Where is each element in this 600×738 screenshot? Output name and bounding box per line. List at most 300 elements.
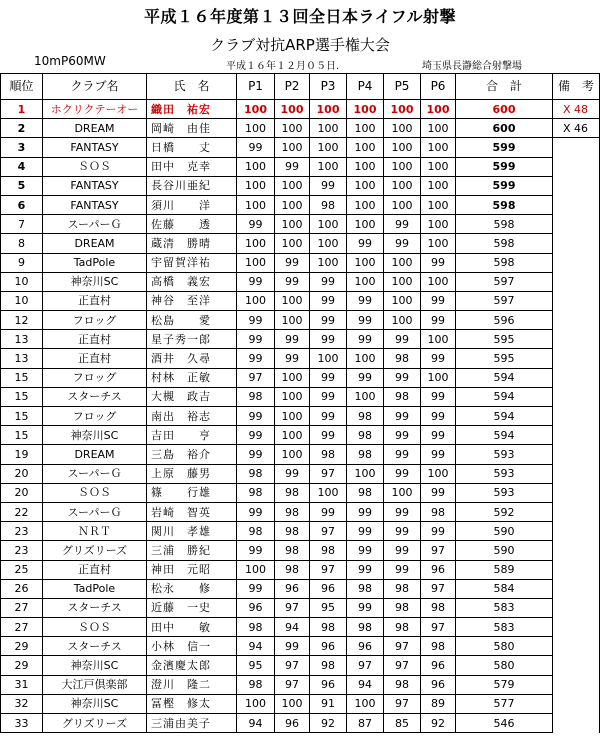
p2-score-cell: 98	[275, 502, 310, 521]
p2-score-cell: 99	[275, 637, 310, 656]
p2-score-cell: 97	[275, 598, 310, 617]
p4-score-cell: 100	[347, 272, 384, 291]
p2-score-cell: 100	[275, 138, 310, 157]
p3-score-cell: 99	[310, 291, 347, 310]
note-cell	[553, 176, 600, 195]
club-cell: グリズリーズ	[43, 714, 147, 733]
club-cell: 正直村	[43, 291, 147, 310]
p6-score-cell: 100	[421, 195, 456, 214]
rank-cell: 1	[1, 100, 43, 119]
rank-cell: 2	[1, 119, 43, 138]
rank-cell: 29	[1, 656, 43, 675]
rank-cell: 4	[1, 157, 43, 176]
shooter-name-cell: 田中 敏	[147, 618, 237, 637]
p4-score-cell: 98	[347, 426, 384, 445]
p1-score-cell: 99	[237, 502, 275, 521]
p1-score-cell: 99	[237, 541, 275, 560]
club-cell: ＳＯＳ	[43, 483, 147, 502]
table-row	[1, 714, 600, 733]
p4-score-cell: 100	[347, 387, 384, 406]
total-cell: 599	[456, 176, 553, 195]
p6-score-cell: 100	[421, 272, 456, 291]
note-cell	[553, 541, 600, 560]
p5-score-cell: 100	[384, 195, 421, 214]
total-cell: 583	[456, 618, 553, 637]
p2-score-cell: 100	[275, 215, 310, 234]
note-cell	[553, 560, 600, 579]
note-cell	[553, 656, 600, 675]
shooter-name-cell: 蔵清 勝晴	[147, 234, 237, 253]
p1-score-cell: 100	[237, 291, 275, 310]
table-row	[1, 656, 600, 675]
p5-score-cell: 100	[384, 253, 421, 272]
p5-score-cell: 98	[384, 579, 421, 598]
shooter-name-cell: 吉田 亨	[147, 426, 237, 445]
note-cell	[553, 714, 600, 733]
p4-score-cell: 94	[347, 675, 384, 694]
p3-score-cell: 98	[310, 618, 347, 637]
rank-cell: 15	[1, 426, 43, 445]
p5-score-cell: 99	[384, 215, 421, 234]
p6-score-cell: 99	[421, 387, 456, 406]
rank-cell: 7	[1, 215, 43, 234]
col-p4: P4	[347, 74, 384, 100]
p6-score-cell: 99	[421, 253, 456, 272]
p1-score-cell: 100	[237, 100, 275, 119]
rank-cell: 33	[1, 714, 43, 733]
table-row	[1, 522, 600, 541]
p3-score-cell: 98	[310, 656, 347, 675]
note-cell	[553, 157, 600, 176]
p1-score-cell: 96	[237, 598, 275, 617]
p2-score-cell: 98	[275, 522, 310, 541]
note-cell	[553, 253, 600, 272]
table-row	[1, 215, 600, 234]
p4-score-cell: 100	[347, 138, 384, 157]
total-cell: 597	[456, 291, 553, 310]
shooter-name-cell: 松永 修	[147, 579, 237, 598]
total-cell: 593	[456, 445, 553, 464]
rank-cell: 27	[1, 598, 43, 617]
p4-score-cell: 97	[347, 656, 384, 675]
p1-score-cell: 97	[237, 368, 275, 387]
event-venue: 埼玉県長瀞総合射撃場	[422, 61, 522, 72]
p2-score-cell: 100	[275, 445, 310, 464]
p4-score-cell: 98	[347, 407, 384, 426]
p1-score-cell: 99	[237, 349, 275, 368]
p3-score-cell: 95	[310, 598, 347, 617]
note-cell	[553, 311, 600, 330]
club-cell: ＳＯＳ	[43, 157, 147, 176]
shooter-name-cell: 冨樫 修太	[147, 694, 237, 713]
p1-score-cell: 99	[237, 311, 275, 330]
p5-score-cell: 100	[384, 138, 421, 157]
p4-score-cell: 99	[347, 502, 384, 521]
p4-score-cell: 100	[347, 119, 384, 138]
p3-score-cell: 100	[310, 349, 347, 368]
club-cell: スーパーＧ	[43, 464, 147, 483]
total-cell: 590	[456, 541, 553, 560]
p6-score-cell: 96	[421, 560, 456, 579]
p5-score-cell: 97	[384, 694, 421, 713]
total-cell: 598	[456, 253, 553, 272]
table-row	[1, 234, 600, 253]
table-row	[1, 464, 600, 483]
p2-score-cell: 100	[275, 195, 310, 214]
page-title: 平成１６年度第１３回全日本ライフル射撃	[144, 7, 456, 26]
p2-score-cell: 100	[275, 387, 310, 406]
p6-score-cell: 100	[421, 176, 456, 195]
p2-score-cell: 99	[275, 349, 310, 368]
shooter-name-cell: 宇留賀洋祐	[147, 253, 237, 272]
total-cell: 594	[456, 407, 553, 426]
p2-score-cell: 96	[275, 714, 310, 733]
shooter-name-cell: 織田 祐宏	[147, 100, 237, 119]
total-cell: 592	[456, 502, 553, 521]
total-cell: 600	[456, 119, 553, 138]
table-row	[1, 502, 600, 521]
p6-score-cell: 100	[421, 464, 456, 483]
p3-score-cell: 99	[310, 368, 347, 387]
p2-score-cell: 99	[275, 253, 310, 272]
rank-cell: 26	[1, 579, 43, 598]
rank-cell: 31	[1, 675, 43, 694]
rank-cell: 3	[1, 138, 43, 157]
col-p3: P3	[310, 74, 347, 100]
note-cell	[553, 272, 600, 291]
total-cell: 598	[456, 195, 553, 214]
total-cell: 583	[456, 598, 553, 617]
club-cell: FANTASY	[43, 138, 147, 157]
shooter-name-cell: 澄川 隆二	[147, 675, 237, 694]
club-cell: 神奈川SC	[43, 272, 147, 291]
p4-score-cell: 100	[347, 349, 384, 368]
p3-score-cell: 98	[310, 195, 347, 214]
p5-score-cell: 99	[384, 541, 421, 560]
total-cell: 577	[456, 694, 553, 713]
p1-score-cell: 100	[237, 195, 275, 214]
table-row	[1, 694, 600, 713]
p6-score-cell: 99	[421, 445, 456, 464]
p3-score-cell: 99	[310, 176, 347, 195]
club-cell: スーパーＧ	[43, 215, 147, 234]
p3-score-cell: 96	[310, 637, 347, 656]
total-cell: 594	[456, 387, 553, 406]
p2-score-cell: 98	[275, 483, 310, 502]
col-p6: P6	[421, 74, 456, 100]
rank-cell: 10	[1, 291, 43, 310]
rank-cell: 15	[1, 387, 43, 406]
p6-score-cell: 89	[421, 694, 456, 713]
p5-score-cell: 100	[384, 157, 421, 176]
p6-score-cell: 98	[421, 502, 456, 521]
note-cell	[553, 426, 600, 445]
shooter-name-cell: 田中 克幸	[147, 157, 237, 176]
col-rank: 順位	[1, 74, 43, 100]
header-row	[1, 74, 600, 100]
p5-score-cell: 98	[384, 598, 421, 617]
total-cell: 596	[456, 311, 553, 330]
p4-score-cell: 100	[347, 464, 384, 483]
rank-cell: 23	[1, 541, 43, 560]
p2-score-cell: 100	[275, 100, 310, 119]
rank-cell: 20	[1, 483, 43, 502]
p6-score-cell: 97	[421, 541, 456, 560]
p5-score-cell: 99	[384, 502, 421, 521]
rank-cell: 12	[1, 311, 43, 330]
p4-score-cell: 99	[347, 234, 384, 253]
results-table	[0, 73, 600, 733]
p6-score-cell: 99	[421, 311, 456, 330]
club-cell: スターチス	[43, 387, 147, 406]
p6-score-cell: 92	[421, 714, 456, 733]
p2-score-cell: 97	[275, 656, 310, 675]
p3-score-cell: 91	[310, 694, 347, 713]
table-row	[1, 253, 600, 272]
p6-score-cell: 100	[421, 100, 456, 119]
p3-score-cell: 100	[310, 215, 347, 234]
club-cell: 神奈川SC	[43, 694, 147, 713]
p4-score-cell: 99	[347, 522, 384, 541]
p6-score-cell: 99	[421, 407, 456, 426]
p3-score-cell: 97	[310, 464, 347, 483]
p6-score-cell: 97	[421, 579, 456, 598]
shooter-name-cell: 三浦由美子	[147, 714, 237, 733]
total-cell: 595	[456, 349, 553, 368]
rank-cell: 15	[1, 407, 43, 426]
p2-score-cell: 100	[275, 234, 310, 253]
shooter-name-cell: 神田 元昭	[147, 560, 237, 579]
table-row	[1, 311, 600, 330]
shooter-name-cell: 佐藤 透	[147, 215, 237, 234]
p5-score-cell: 99	[384, 234, 421, 253]
event-code: 10mP60MW	[34, 54, 106, 68]
shooter-name-cell: 三島 裕介	[147, 445, 237, 464]
club-cell: 正直村	[43, 560, 147, 579]
p6-score-cell: 100	[421, 157, 456, 176]
table-row	[1, 349, 600, 368]
table-row	[1, 445, 600, 464]
rank-cell: 20	[1, 464, 43, 483]
p1-score-cell: 99	[237, 330, 275, 349]
total-cell: 594	[456, 426, 553, 445]
p2-score-cell: 99	[275, 464, 310, 483]
p1-score-cell: 100	[237, 253, 275, 272]
table-row	[1, 119, 600, 138]
p5-score-cell: 98	[384, 387, 421, 406]
p5-score-cell: 100	[384, 176, 421, 195]
shooter-name-cell: 酒井 久尋	[147, 349, 237, 368]
p2-score-cell: 100	[275, 291, 310, 310]
rank-cell: 8	[1, 234, 43, 253]
table-row	[1, 195, 600, 214]
p6-score-cell: 97	[421, 618, 456, 637]
shooter-name-cell: 松島 愛	[147, 311, 237, 330]
p4-score-cell: 99	[347, 368, 384, 387]
p1-score-cell: 100	[237, 157, 275, 176]
rank-cell: 29	[1, 637, 43, 656]
shooter-name-cell: 小林 信一	[147, 637, 237, 656]
p5-score-cell: 100	[384, 291, 421, 310]
p3-score-cell: 97	[310, 522, 347, 541]
shooter-name-cell: 村林 正敏	[147, 368, 237, 387]
p3-score-cell: 100	[310, 483, 347, 502]
note-cell: X 46	[553, 119, 600, 138]
total-cell: 579	[456, 675, 553, 694]
p5-score-cell: 99	[384, 464, 421, 483]
shooter-name-cell: 岡崎 由佳	[147, 119, 237, 138]
p3-score-cell: 99	[310, 426, 347, 445]
club-cell: スーパーＧ	[43, 502, 147, 521]
note-cell	[553, 387, 600, 406]
p3-score-cell: 98	[310, 541, 347, 560]
table-row	[1, 387, 600, 406]
note-cell	[553, 675, 600, 694]
p5-score-cell: 98	[384, 618, 421, 637]
table-row	[1, 407, 600, 426]
club-cell: フロッグ	[43, 368, 147, 387]
rank-cell: 9	[1, 253, 43, 272]
rank-cell: 15	[1, 368, 43, 387]
p5-score-cell: 100	[384, 119, 421, 138]
p3-score-cell: 99	[310, 272, 347, 291]
p4-score-cell: 98	[347, 618, 384, 637]
p4-score-cell: 98	[347, 483, 384, 502]
p5-score-cell: 99	[384, 560, 421, 579]
p1-score-cell: 99	[237, 445, 275, 464]
p1-score-cell: 99	[237, 579, 275, 598]
club-cell: フロッグ	[43, 407, 147, 426]
note-cell	[553, 291, 600, 310]
p5-score-cell: 100	[384, 272, 421, 291]
rank-cell: 27	[1, 618, 43, 637]
shooter-name-cell: 大槻 政吉	[147, 387, 237, 406]
shooter-name-cell: 篠 行雄	[147, 483, 237, 502]
table-row	[1, 483, 600, 502]
table-row	[1, 426, 600, 445]
p2-score-cell: 94	[275, 618, 310, 637]
club-cell: スターチス	[43, 637, 147, 656]
p1-score-cell: 100	[237, 119, 275, 138]
p3-score-cell: 100	[310, 234, 347, 253]
rank-cell: 13	[1, 349, 43, 368]
col-p1: P1	[237, 74, 275, 100]
table-row	[1, 637, 600, 656]
total-cell: 600	[456, 100, 553, 119]
p6-score-cell: 99	[421, 291, 456, 310]
rank-cell: 19	[1, 445, 43, 464]
p6-score-cell: 99	[421, 483, 456, 502]
table-row	[1, 598, 600, 617]
p2-score-cell: 97	[275, 675, 310, 694]
note-cell	[553, 522, 600, 541]
p1-score-cell: 99	[237, 426, 275, 445]
p1-score-cell: 95	[237, 656, 275, 675]
p2-score-cell: 100	[275, 426, 310, 445]
table-row	[1, 541, 600, 560]
p6-score-cell: 100	[421, 234, 456, 253]
p5-score-cell: 99	[384, 330, 421, 349]
p4-score-cell: 99	[347, 330, 384, 349]
club-cell: ホクリクテーオー	[43, 100, 147, 119]
p1-score-cell: 99	[237, 215, 275, 234]
p5-score-cell: 97	[384, 656, 421, 675]
p6-score-cell: 100	[421, 138, 456, 157]
note-cell	[553, 579, 600, 598]
p3-score-cell: 99	[310, 502, 347, 521]
p2-score-cell: 100	[275, 694, 310, 713]
p2-score-cell: 99	[275, 330, 310, 349]
total-cell: 546	[456, 714, 553, 733]
col-p2: P2	[275, 74, 310, 100]
total-cell: 599	[456, 138, 553, 157]
club-cell: フロッグ	[43, 311, 147, 330]
note-cell	[553, 349, 600, 368]
p6-score-cell: 100	[421, 330, 456, 349]
p3-score-cell: 99	[310, 311, 347, 330]
p3-score-cell: 97	[310, 560, 347, 579]
p1-score-cell: 100	[237, 560, 275, 579]
p3-score-cell: 100	[310, 100, 347, 119]
note-cell	[553, 598, 600, 617]
total-cell: 580	[456, 656, 553, 675]
total-cell: 594	[456, 368, 553, 387]
rank-cell: 23	[1, 522, 43, 541]
p1-score-cell: 100	[237, 694, 275, 713]
shooter-name-cell: 星子秀一郎	[147, 330, 237, 349]
p5-score-cell: 99	[384, 445, 421, 464]
p2-score-cell: 100	[275, 119, 310, 138]
p5-score-cell: 99	[384, 522, 421, 541]
note-cell	[553, 637, 600, 656]
shooter-name-cell: 近藤 一史	[147, 598, 237, 617]
p5-score-cell: 98	[384, 349, 421, 368]
club-cell: ＮＲＴ	[43, 522, 147, 541]
p2-score-cell: 98	[275, 541, 310, 560]
note-cell	[553, 368, 600, 387]
p4-score-cell: 98	[347, 445, 384, 464]
shooter-name-cell: 岩崎 智英	[147, 502, 237, 521]
note-cell	[553, 215, 600, 234]
club-cell: TadPole	[43, 579, 147, 598]
p3-score-cell: 99	[310, 387, 347, 406]
p4-score-cell: 100	[347, 157, 384, 176]
p4-score-cell: 99	[347, 311, 384, 330]
p5-score-cell: 99	[384, 368, 421, 387]
p1-score-cell: 98	[237, 675, 275, 694]
event-date: 平成１６年１２月０５日.	[226, 61, 340, 72]
p1-score-cell: 98	[237, 618, 275, 637]
shooter-name-cell: 金濱慶太郎	[147, 656, 237, 675]
p1-score-cell: 94	[237, 637, 275, 656]
note-cell	[553, 618, 600, 637]
p4-score-cell: 96	[347, 637, 384, 656]
rank-cell: 32	[1, 694, 43, 713]
p3-score-cell: 100	[310, 138, 347, 157]
p1-score-cell: 94	[237, 714, 275, 733]
rank-cell: 13	[1, 330, 43, 349]
p1-score-cell: 98	[237, 522, 275, 541]
p3-score-cell: 99	[310, 330, 347, 349]
p2-score-cell: 98	[275, 560, 310, 579]
p1-score-cell: 98	[237, 387, 275, 406]
p1-score-cell: 98	[237, 464, 275, 483]
p3-score-cell: 96	[310, 579, 347, 598]
p1-score-cell: 100	[237, 234, 275, 253]
p1-score-cell: 99	[237, 138, 275, 157]
total-cell: 598	[456, 234, 553, 253]
col-note: 備 考	[553, 74, 600, 100]
